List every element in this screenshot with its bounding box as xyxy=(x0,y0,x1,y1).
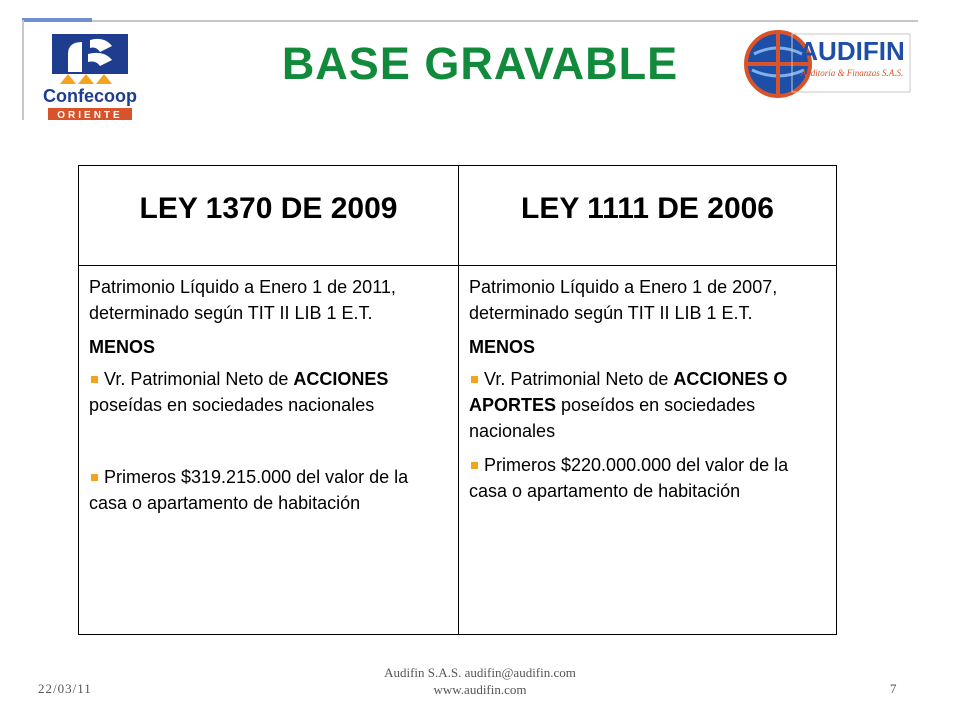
cell-ley-1111 xyxy=(459,266,837,635)
confecoop-wordmark: Confecoop xyxy=(43,86,137,106)
square-bullet-icon xyxy=(91,376,98,383)
cell-ley-1370 xyxy=(79,266,459,635)
header-ley-1370: LEY 1370 DE 2009 xyxy=(79,166,459,266)
audifin-wordmark: AUDIFIN xyxy=(799,36,905,66)
table-body-row xyxy=(79,266,837,635)
bullet-primeros: Primeros $319.215.000 del valor de la casa o apartamento de habitación xyxy=(89,467,409,513)
acciones-bold: ACCIONES xyxy=(293,369,389,389)
acciones-aportes-bold: ACCIONES O APORTES xyxy=(469,369,788,415)
frame-accent xyxy=(22,18,92,22)
patrimonio-text: Patrimonio Líquido a Enero 1 de 2011, determinado según TIT II LIB 1 E.T. xyxy=(89,277,396,323)
square-bullet-icon xyxy=(91,474,98,481)
footer-date: 22/03/11 xyxy=(38,681,92,696)
menos-label: MENOS xyxy=(89,337,156,357)
footer-website: www.audifin.com xyxy=(433,682,527,697)
bullet-acciones: Vr. Patrimonial Neto de ACCIONES O APORTES poseídos en sociedades nacionales xyxy=(469,369,788,441)
bullet-acciones: Vr. Patrimonial Neto de ACCIONES poseídas en sociedades nacionales xyxy=(89,369,389,415)
bullet-primeros: Primeros $220.000.000 del valor de la casa o apartamento de habitación xyxy=(469,455,789,501)
square-bullet-icon xyxy=(471,376,478,383)
menos-label: MENOS xyxy=(469,337,536,357)
square-bullet-icon xyxy=(471,462,478,469)
patrimonio-text: Patrimonio Líquido a Enero 1 de 2007, determinado según TIT II LIB 1 E.T. xyxy=(469,277,778,323)
frame-top-rule xyxy=(22,20,918,22)
footer-contact xyxy=(300,664,660,698)
table-header-row xyxy=(79,166,837,266)
laws-comparison-table xyxy=(78,165,837,635)
audifin-tagline: Auditoría & Finanzas S.A.S. xyxy=(800,68,904,78)
page-title: BASE GRAVABLE xyxy=(281,38,679,89)
header-ley-1111: LEY 1111 DE 2006 xyxy=(459,166,837,266)
oriente-wordmark: ORIENTE xyxy=(57,110,123,121)
footer-email-line: Audifin S.A.S. audifin@audifin.com xyxy=(384,665,576,680)
audifin-logo xyxy=(740,24,912,100)
page-number: 7 xyxy=(890,681,897,696)
